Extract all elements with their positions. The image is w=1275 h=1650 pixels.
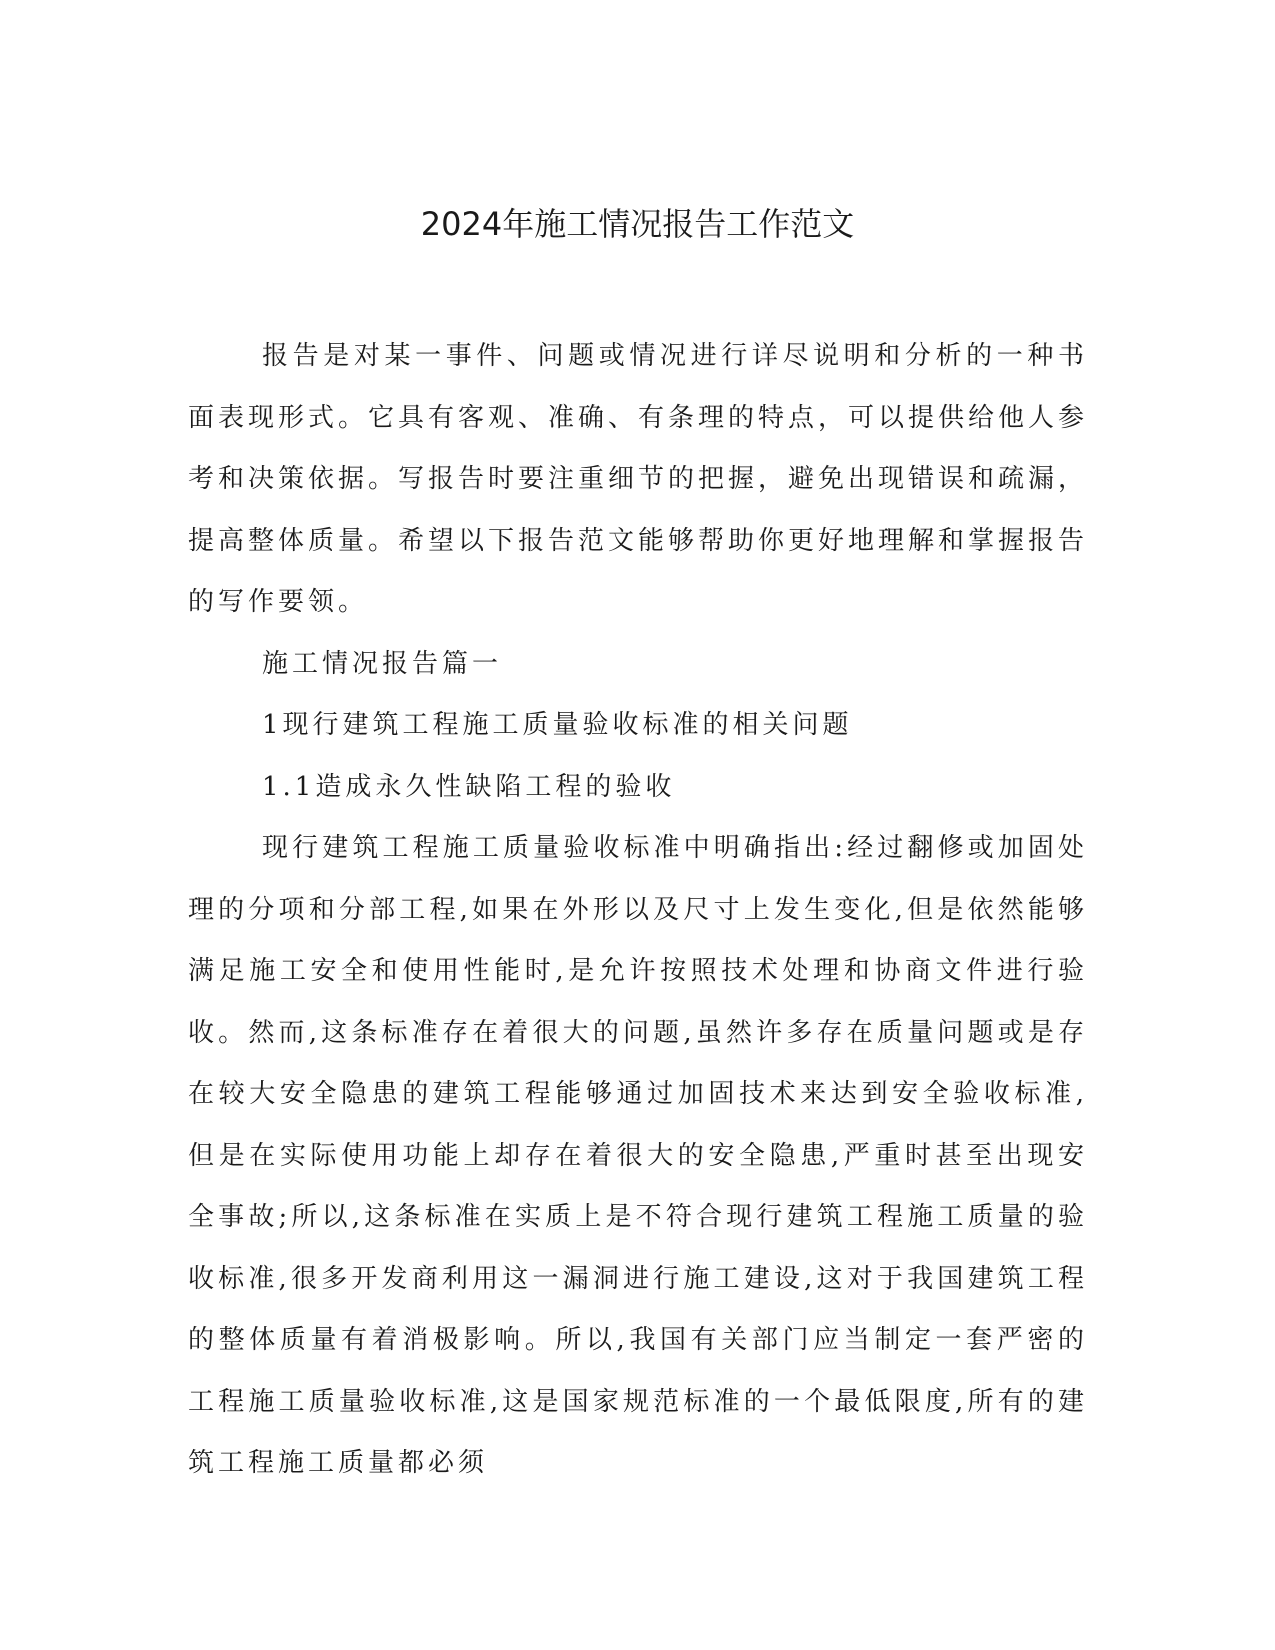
intro-paragraph: 报告是对某一事件、问题或情况进行详尽说明和分析的一种书面表现形式。它具有客观、准确、有条理的特点，可以提供给他人参考和决策依据。写报告时要注重细节的把握，避免出现错误和疏漏，提高整体质量。希望以下报告范文能够帮助你更好地理解和掌握报告的写作要领。 xyxy=(188,341,1089,617)
document-body xyxy=(188,326,1088,1495)
document-title: 2024年施工情况报告工作范文 xyxy=(420,205,855,243)
body-paragraph: 现行建筑工程施工质量验收标准中明确指出:经过翻修或加固处理的分项和分部工程,如果在外形以及尺寸上发生变化,但是依然能够满足施工安全和使用性能时,是允许按照技术处理和协商文件进行验收。然而,这条标准存在着很大的问题,虽然许多存在质量问题或是存在较大安全隐患的建筑工程能够通过加固技术来达到安全验收标准,但是在实际使用功能上却存在着很大的安全隐患,严重时甚至出现安全事故;所以,这条标准在实质上是不符合现行建筑工程施工质量的验收标准,很多开发商利用这一漏洞进行施工建设,这对于我国建筑工程的整体质量有着消极影响。所以,我国有关部门应当制定一套严密的工程施工质量验收标准,这是国家规范标准的一个最低限度,所有的建筑工程施工质量都必须 xyxy=(188,833,1088,1478)
sub-subsection-heading: 1.1造成永久性缺陷工程的验收 xyxy=(262,771,676,802)
subsection-heading: 1现行建筑工程施工质量验收标准的相关问题 xyxy=(262,710,853,740)
section-heading: 施工情况报告篇一 xyxy=(262,648,503,679)
